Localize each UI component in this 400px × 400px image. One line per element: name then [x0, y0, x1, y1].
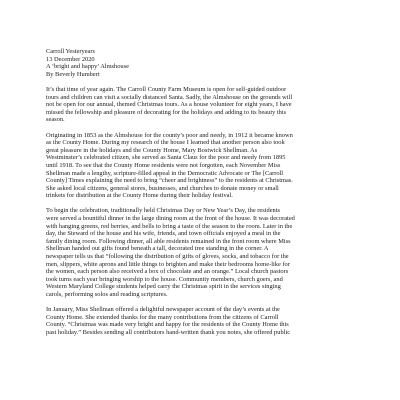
article-header [46, 48, 354, 78]
article-byline: By Beverly Humbert [46, 70, 100, 78]
text-line: County] Times explaining the need to bring “cheer and brightness” to the residents at Christmas. [46, 177, 293, 185]
text-line: season. [46, 116, 65, 124]
text-line: missed the fellowship and pleasure of decorating for the holidays and adding to its beauty this [46, 108, 287, 116]
text-line: the women, each person also received a box of chocolate and an orange.” Local church pastors [46, 268, 289, 276]
text-line: Originating in 1853 as the Almshouse for the county’s poor and needy, in 1912 it became known [46, 131, 293, 139]
text-line: carols, performing solos and reading scriptures. [46, 291, 168, 298]
text-line: as the County Home. During my research of the house I learned that another person also took [46, 139, 285, 147]
text-line: Westminster’s celebrated citizen, she served as Santa Claus for the poor and needy from 1895 [46, 154, 286, 162]
text-line: In January, Miss Shellman offered a delightful newspaper account of the day’s events at the [46, 306, 280, 314]
text-line: great pleasure in the holidays and the County Home, Mary Bostwick Shellman. As [46, 146, 258, 154]
text-line: trinkets for distribution at the County Home during their holiday festival. [46, 192, 233, 200]
text-line: County Home. She extended thanks for the many contributions from the citizens of Carroll [46, 313, 279, 321]
paragraph-2 [46, 132, 354, 200]
text-line: took turns each year bringing worship to the house. Community members, church goers, and [46, 275, 283, 283]
text-line: until 1918. To see that the County Home residents were not forgotten, each November Miss [46, 161, 281, 169]
text-line: past holiday.” Besides sending all contributors hand-written thank you notes, she offered public [46, 328, 291, 336]
text-line: not be open for our annual, themed Christmas tours. As a house volunteer for eight years, I have [46, 101, 292, 109]
text-line: tours and children can visit a socially distanced Santa. Sadly, the Almshouse on the grounds will [46, 93, 293, 101]
text-line: Western Maryland College students helped carry the Christmas spirit in the services singing [46, 283, 281, 291]
article-date: 13 December 2020 [46, 55, 95, 63]
text-line: newspaper tells us that “following the distribution of gifts of gloves, socks, and tobacco for the [46, 253, 289, 261]
column-name: Carroll Yesteryears [46, 48, 95, 55]
text-line: She asked local citizens, general stores, businesses, and churches to donate money or small [46, 184, 279, 192]
text-line: family dining room. Following dinner, all able residents remained in the front room where Miss [46, 237, 291, 245]
article-title: A ‘bright and happy’ Almshouse [46, 63, 129, 71]
paragraph-4 [46, 306, 354, 336]
text-line: with hanging greens, red berries, and bells to bring a taste of the season to the room. Later in the [46, 222, 293, 230]
paragraph-3 [46, 207, 354, 298]
text-line: Shellman made a lengthy, scripture-filled appeal in the Democratic Advocate or The [Carroll [46, 169, 284, 177]
text-line: day, the Steward of the house and his wife, friends, and town officials enjoyed a meal in the [46, 230, 281, 238]
text-line: were served a bountiful dinner in the large dining room at the front of the house. It was decorated [46, 215, 295, 223]
text-line: men, slippers, white aprons and little things to brighten and make their bedrooms home-like for [46, 260, 290, 268]
paragraph-1 [46, 86, 354, 124]
text-line: To begin the celebration, traditionally held Christmas Day or New Year’s Day, the residents [46, 207, 280, 215]
text-line: County. “Christmas was made very bright and happy for the residents of the County Home this [46, 321, 289, 329]
text-line: It’s that time of year again. The Carroll County Farm Museum is open for self-guided outdoor [46, 85, 287, 93]
text-line: Shellman handed out gifts found beneath a tall, decorated tree standing in the corner. A [46, 245, 269, 253]
